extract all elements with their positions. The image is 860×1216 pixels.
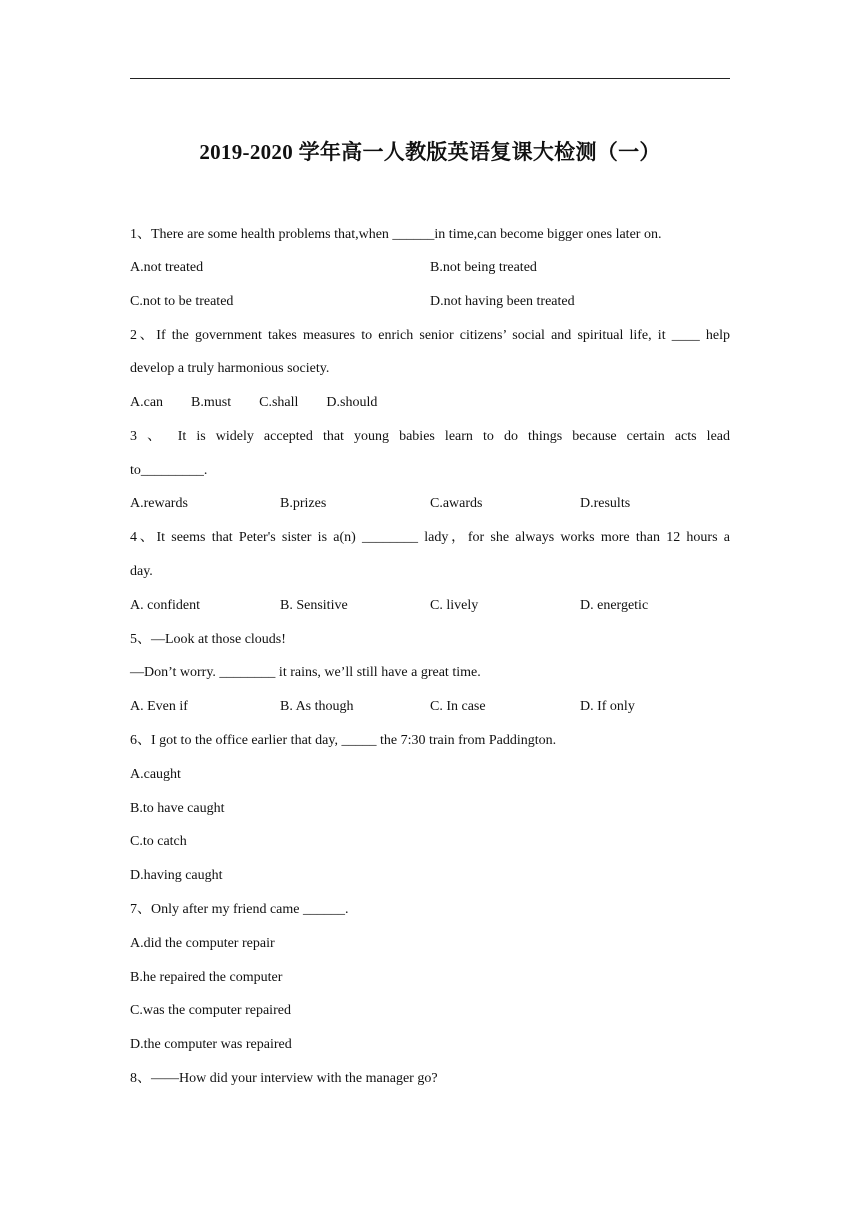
question-1-option-a[interactable]: A.not treated xyxy=(130,260,204,275)
page-title: 2019-2020 学年高一人教版英语复课大检测（一） xyxy=(199,140,661,164)
question-6-option-c[interactable]: C.to catch xyxy=(130,834,187,849)
header-rule xyxy=(130,78,730,79)
question-7-stem: 7、Only after my friend came ______. xyxy=(130,902,349,917)
question-4-options xyxy=(130,596,730,616)
question-2-option-c[interactable]: C.shall xyxy=(259,395,299,410)
question-7-option-b[interactable]: B.he repaired the computer xyxy=(130,970,283,985)
question-4-stem-line-2: day. xyxy=(130,564,153,579)
question-3-stem-line-1: 3 、 It is widely accepted that young babies learn to do things because certain acts lead xyxy=(130,429,730,444)
question-5-stem-line-1: 5、—Look at those clouds! xyxy=(130,632,286,647)
question-2-option-d[interactable]: D.should xyxy=(326,395,378,410)
question-5-option-d[interactable]: D. If only xyxy=(580,699,635,714)
question-2-option-b[interactable]: B.must xyxy=(191,395,232,410)
question-5-option-b[interactable]: B. As though xyxy=(280,699,354,714)
question-3-option-d[interactable]: D.results xyxy=(580,496,631,511)
question-1-options-row-1 xyxy=(130,258,730,278)
question-5-options xyxy=(130,697,730,717)
question-6-option-a[interactable]: A.caught xyxy=(130,767,181,782)
question-2-options xyxy=(130,393,730,413)
question-6-stem: 6、I got to the office earlier that day, _____ the 7:30 train from Paddington. xyxy=(130,733,557,748)
question-1-option-d[interactable]: D.not having been treated xyxy=(430,294,575,309)
question-8-stem: 8、——How did your interview with the manager go? xyxy=(130,1071,438,1086)
question-4-option-b[interactable]: B. Sensitive xyxy=(280,598,348,613)
question-4-option-c[interactable]: C. lively xyxy=(430,598,479,613)
question-4-stem-line-1: 4、It seems that Peter's sister is a(n) ________ lady，for she always works more than 12 hours a xyxy=(130,530,730,545)
question-4-option-a[interactable]: A. confident xyxy=(130,598,200,613)
question-1-option-b[interactable]: B.not being treated xyxy=(430,260,537,275)
question-1-option-c[interactable]: C.not to be treated xyxy=(130,294,234,309)
question-1-stem: 1、There are some health problems that,when ______in time,can become bigger ones later on. xyxy=(130,227,662,242)
question-2-stem-line-2: develop a truly harmonious society. xyxy=(130,361,330,376)
question-7-option-c[interactable]: C.was the computer repaired xyxy=(130,1003,291,1018)
question-3-option-a[interactable]: A.rewards xyxy=(130,496,188,511)
question-3-option-c[interactable]: C.awards xyxy=(430,496,483,511)
question-5-option-a[interactable]: A. Even if xyxy=(130,699,188,714)
question-6-option-b[interactable]: B.to have caught xyxy=(130,801,225,816)
question-3-options xyxy=(130,494,730,514)
question-3-option-b[interactable]: B.prizes xyxy=(280,496,327,511)
question-6-option-d[interactable]: D.having caught xyxy=(130,868,223,883)
question-5-stem-line-2: —Don’t worry. ________ it rains, we’ll still have a great time. xyxy=(130,665,481,680)
question-2-stem-line-1: 2、If the government takes measures to enrich senior citizens’ social and spiritual life, it ____ help xyxy=(130,328,730,343)
question-3-stem-line-2: to_________. xyxy=(130,463,208,478)
question-1-options-row-2 xyxy=(130,292,730,312)
question-7-option-a[interactable]: A.did the computer repair xyxy=(130,936,275,951)
question-4-option-d[interactable]: D. energetic xyxy=(580,598,649,613)
question-5-option-c[interactable]: C. In case xyxy=(430,699,486,714)
question-2-option-a[interactable]: A.can xyxy=(130,395,164,410)
question-7-option-d[interactable]: D.the computer was repaired xyxy=(130,1037,292,1052)
